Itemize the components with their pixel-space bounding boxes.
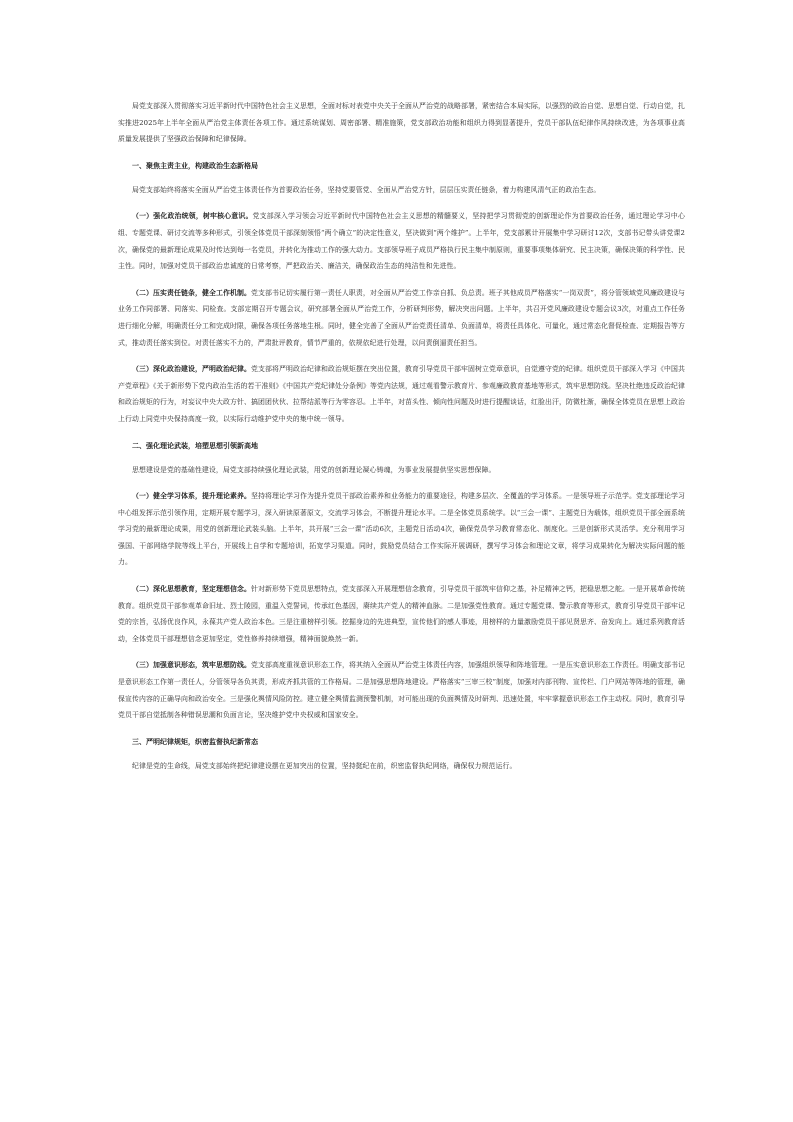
subsection-1-1: [118, 208, 685, 274]
subsection-lead: （一）强化政治统领，树牢核心意识。: [132, 212, 253, 221]
subsection-1-2: [118, 285, 685, 351]
subsection-text: 针对新形势下党员思想特点，党支部深入开展理想信念教育，引导党员干部筑牢信仰之基，补足精神之钙，把稳思想之舵。一是开展革命传统教育。组织党员干部参观革命旧址、烈士陵园，重温入党誓词，传承红色基因，赓续共产党人的精神血脉。二是加强党性教育。通过专题党课、警示教育等形式，教育引导党员干部牢记党的宗旨，弘扬优良作风，永葆共产党人政治本色。三是注重榜样引领。挖掘身边的先进典型，宣传他们的感人事迹，用榜样的力量激励党员干部见贤思齐、奋发向上。通过系列教育活动，全体党员干部理想信念更加坚定，党性修养持续增强，精神面貌焕然一新。: [118, 585, 685, 643]
section-intro-2: 思想建设是党的基础性建设，局党支部持续强化理论武装，用党的创新理论凝心铸魂，为事业发展提供坚实思想保障。: [132, 465, 496, 474]
section-heading-2: 二、强化理论武装，培塑思想引领新高地: [132, 440, 258, 450]
subsection-text: 党支部高度重视意识形态工作，将其纳入全面从严治党主体责任内容，加强组织领导和阵地管理。一是压实意识形态工作责任。明确支部书记是意识形态工作第一责任人，分管领导各负其责，形成齐抓共管的工作格局。二是加强思想阵地建设。严格落实“三审三校”制度，加强对内部刊物、宣传栏、门户网站等阵地的管理，确保宣传内容的正确导向和政治安全。三是强化舆情风险防控。建立健全舆情监测预警机制，对可能出现的负面舆情及时研判、迅速处置，牢牢掌握意识形态工作主动权。同时，教育引导党员干部自觉抵制各种错误思潮和负面言论，坚决维护党中央权威和国家安全。: [118, 661, 685, 720]
subsection-text: 党支部将严明政治纪律和政治规矩摆在突出位置，教育引导党员干部牢固树立党章意识，自觉遵守党的纪律。组织党员干部深入学习《中国共产党章程》《关于新形势下党内政治生活的若干准则》《中国共产党纪律处分条例》等党内法规，通过观看警示教育片、参观廉政教育基地等形式，筑牢思想防线。坚决杜绝违反政治纪律和政治规矩的行为，对妄议中央大政方针、搞团团伙伙、拉帮结派等行为零容忍。上半年，对苗头性、倾向性问题及时进行提醒谈话，红脸出汗，防微杜渐，确保全体党员在思想上政治上行动上同党中央保持高度一致，以实际行动维护党中央的集中统一领导。: [118, 365, 685, 423]
intro-paragraph: 局党支部深入贯彻落实习近平新时代中国特色社会主义思想，全面对标对表党中央关于全面从严治党的战略部署，紧密结合本局实际，以强烈的政治自觉、思想自觉、行动自觉，扎实推进2025年上半年全面从严治党主体责任各项工作。通过系统谋划、周密部署、精准施策，党支部政治功能和组织力得到显著提升，党员干部队伍纪律作风持续改进，为各项事业高质量发展提供了坚强政治保障和纪律保障。: [118, 102, 685, 144]
subsection-2-1: [118, 488, 685, 571]
subsection-2-2: [118, 581, 685, 647]
subsection-2-3: [118, 657, 685, 723]
subsection-lead: （二）压实责任链条，健全工作机制。: [132, 288, 251, 297]
subsection-lead: （三）加强意识形态，筑牢思想防线。: [132, 661, 251, 670]
document-body: [118, 98, 685, 782]
section-intro-3: 纪律是党的生命线，局党支部始终把纪律建设摆在更加突出的位置，坚持挺纪在前，织密监督执纪网络，确保权力规范运行。: [132, 761, 517, 770]
subsection-text: 党支部书记切实履行第一责任人职责，对全面从严治党工作亲自抓、负总责。班子其他成员严格落实“一岗双责”，将分管领域党风廉政建设与业务工作同部署、同落实、同检查。支部定期召开专题会议，研究部署全面从严治党工作，分析研判形势，解决突出问题。上半年，共召开党风廉政建设专题会议3次，对重点工作任务进行细化分解，明确责任分工和完成时限，确保各项任务落地生根。同时，健全完善了全面从严治党责任清单、负面清单，将责任具体化、可量化，通过常态化督促检查、定期报告等方式，推动责任落实到位。对责任落实不力的，严肃批评教育，情节严重的，依规依纪进行处理，以问责倒逼责任担当。: [118, 288, 686, 347]
section-heading-3: 三、严明纪律规矩，织密监督执纪新常态: [132, 736, 258, 746]
subsection-1-3: [118, 361, 685, 427]
subsection-lead: （三）深化政治建设，严明政治纪律。: [132, 365, 251, 374]
subsection-text: 党支部深入学习领会习近平新时代中国特色社会主义思想的精髓要义，坚持把学习贯彻党的创新理论作为首要政治任务，通过理论学习中心组、专题党课、研讨交流等多种形式，引领全体党员干部深刻领悟“两个确立”的决定性意义，坚决做到“两个维护”。上半年，党支部累计开展集中学习研讨12次，支部书记带头讲党课2次，确保党的最新理论成果及时传达到每一名党员，并转化为推动工作的强大动力。支部领导班子成员严格执行民主集中制原则，重要事项集体研究、民主决策，确保决策的科学性、民主性。同时，加强对党员干部政治忠诚度的日常考察，严把政治关、廉洁关，确保政治生态的纯洁性和先进性。: [118, 212, 685, 271]
subsection-lead: （二）深化思想教育，坚定理想信念。: [132, 585, 251, 594]
subsection-lead: （一）健全学习体系，提升理论素养。: [132, 492, 251, 501]
section-intro-1: 局党支部始终将落实全面从严治党主体责任作为首要政治任务，坚持党要管党、全面从严治党方针，层层压实责任链条，着力构建风清气正的政治生态。: [132, 185, 601, 194]
subsection-text: 坚持将理论学习作为提升党员干部政治素养和业务能力的重要途径，构建多层次、全覆盖的学习体系。一是领导班子示范学。党支部理论学习中心组发挥示范引领作用，定期开展专题学习，深入研读原著原文，交流学习体会，不断提升理论水平。二是全体党员系统学。以“三会一课”、主题党日为载体，组织党员干部全面系统学习党的最新理论成果，用党的创新理论武装头脑。上半年，共开展“三会一课”活动6次，主题党日活动4次，确保党员学习教育常态化、制度化。三是创新形式灵活学。充分利用学习强国、干部网络学院等线上平台，开展线上自学和专题培训，拓宽学习渠道。同时，鼓励党员结合工作实际开展调研，撰写学习体会和理论文章，将学习成果转化为解决实际问题的能力。: [118, 492, 685, 567]
section-heading-1: 一、聚焦主责主业，构建政治生态新格局: [132, 160, 258, 170]
